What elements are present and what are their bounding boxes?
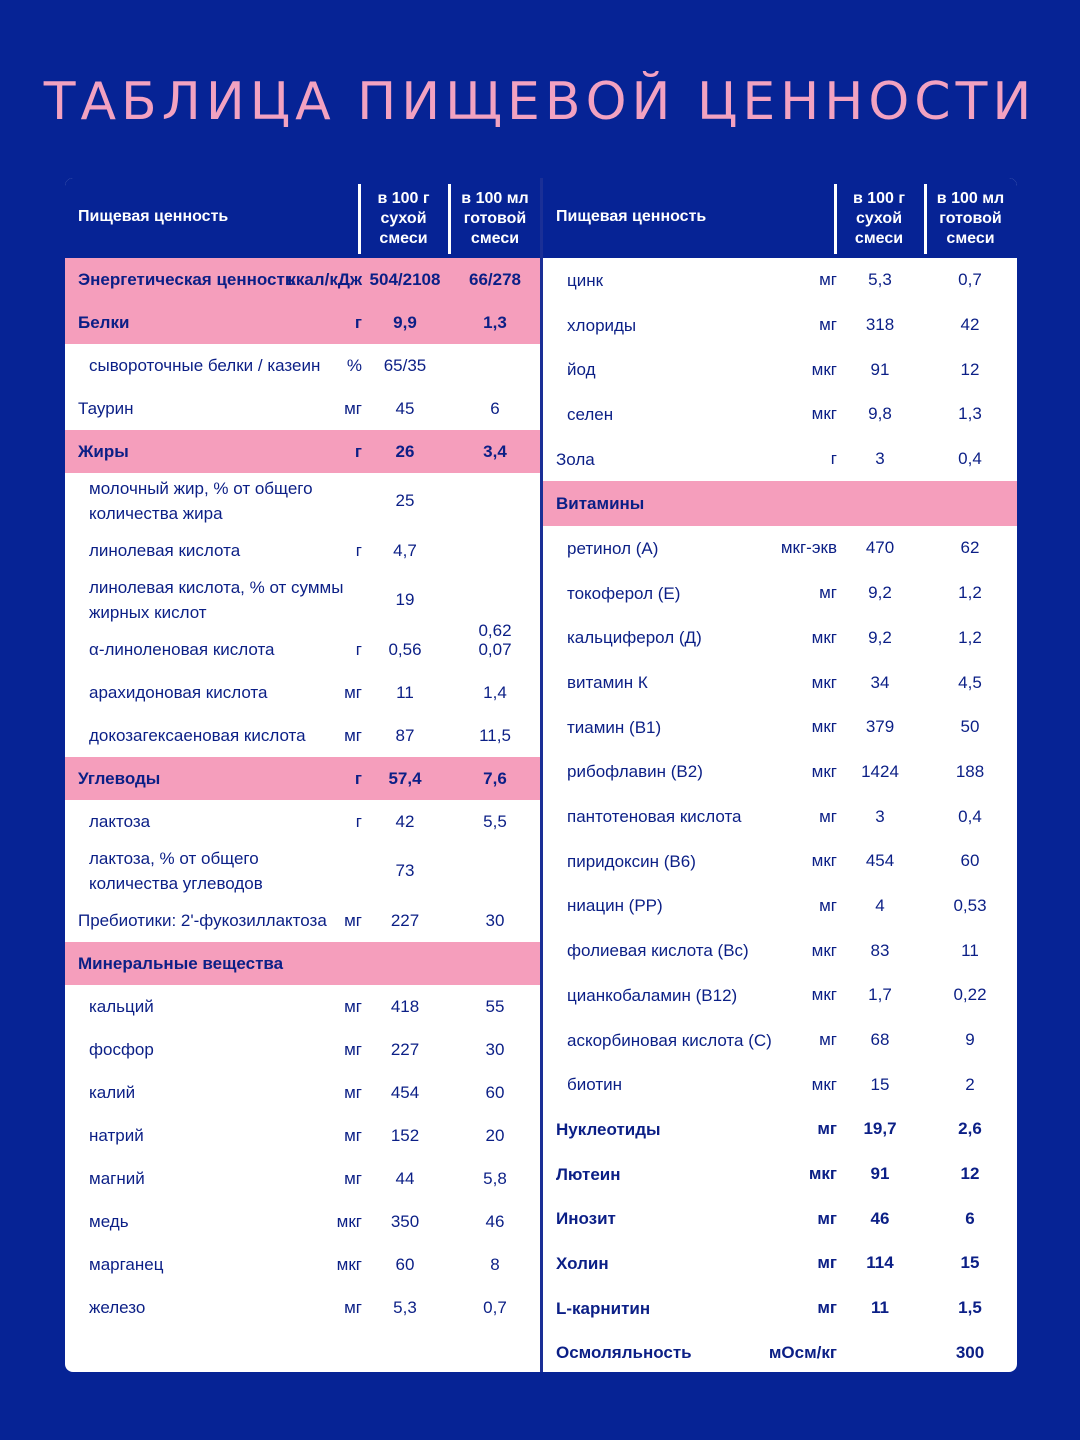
value-ready: 300 [955,1342,985,1362]
table-row [543,1241,1017,1286]
row-unit: мг [344,1168,362,1188]
linoleic-ready-value: 0,62 [478,620,512,640]
value-dry: 5,3 [393,1297,417,1317]
value-dry: 44 [395,1168,415,1188]
header-name: Пищевая ценность [78,208,229,225]
row-name: цианкобаламин (В12) [567,985,738,1005]
row-unit: мг [344,1125,362,1145]
row-unit: мг [344,1297,362,1317]
value-ready: 0,53 [953,895,987,915]
value-dry: 19,7 [863,1119,897,1139]
value-ready: 1,5 [958,1298,982,1318]
value-ready: 9 [965,1030,975,1050]
table-row [543,571,1017,616]
table-row [543,750,1017,795]
value-dry: 11 [396,682,414,702]
value-ready: 42 [960,315,980,335]
row-unit: г [354,768,362,788]
row-unit: мг [344,1039,362,1059]
row-name: ретинол (А) [567,538,659,558]
row-unit: мг [344,996,362,1016]
value-dry: 11 [871,1298,889,1318]
row-name: йод [567,360,596,380]
value-ready: 1,2 [958,583,982,603]
value-dry: 68 [870,1030,890,1050]
row-name: Белки [78,313,130,332]
value-dry: 4,7 [393,540,417,560]
row-name: кальций [89,997,154,1016]
row-name: арахидоновая кислота [89,683,268,702]
value-ready: 55 [485,996,505,1016]
value-dry: 19 [395,590,415,609]
value-ready: 1,4 [483,682,507,702]
table-row [543,1018,1017,1063]
row-name: железо [89,1298,146,1317]
table-row [65,1114,540,1157]
table-row [65,1157,540,1200]
value-ready: 7,6 [483,768,507,788]
section-row [65,942,540,985]
value-dry: 0,56 [388,639,422,659]
value-ready: 12 [960,1164,980,1184]
table-row [65,985,540,1028]
table-row [543,884,1017,929]
value-ready: 2 [965,1074,975,1094]
row-name: натрий [89,1126,144,1145]
table-header [543,178,1017,258]
row-unit: мкг [811,985,837,1005]
left-rows [65,258,540,1329]
right-rows [543,258,1017,1372]
table-row [543,928,1017,973]
table-row [543,1107,1017,1152]
row-name: витамин К [567,673,648,693]
table-row [543,526,1017,571]
value-ready: 1,2 [958,627,982,647]
value-dry: 379 [865,717,895,737]
value-dry: 227 [390,1039,420,1059]
section-row [543,481,1017,526]
row-unit: г [355,540,362,560]
row-name: пантотеновая кислота [567,807,742,827]
row-name: лактоза, % от общего количества углеводов [89,849,263,893]
value-ready [450,529,540,572]
row-name: Инозит [556,1209,616,1229]
row-name: Витамины [556,494,645,514]
value-dry: 3 [875,806,885,826]
row-name: аскорбиновая кислота (С) [567,1030,772,1050]
row-unit: мг [344,725,362,745]
row-unit: мг [819,270,837,290]
row-name: Нуклеотиды [556,1119,661,1139]
row-unit: мг [817,1298,837,1318]
value-ready: 5,8 [483,1168,507,1188]
row-name: тиамин (В1) [567,717,662,737]
row-name: фолиевая кислота (Вс) [567,941,749,961]
value-ready: 3,4 [483,441,507,461]
row-unit: мкг [811,404,837,424]
value-ready [925,481,1015,526]
row-name: Углеводы [78,769,161,788]
row-unit: мкг [336,1254,362,1274]
table-row [543,347,1017,392]
row-name: линолевая кислота, % от суммы жирных кислот [89,578,344,622]
value-dry: 9,2 [868,583,892,603]
row-unit: мг [817,1208,837,1228]
row-name: цинк [567,270,604,290]
row-name: Жиры [78,442,129,461]
table-row [65,1200,540,1243]
header-col-dry: в 100 г сухой смеси [358,184,446,254]
row-name: Минеральные вещества [78,954,284,973]
row-unit: мг [819,806,837,826]
value-dry: 504/2108 [369,269,441,289]
table-row [65,899,540,942]
row-name: Осмоляльность [556,1343,692,1363]
row-name: ниацин (РР) [567,896,663,916]
row-name: Холин [556,1253,609,1273]
row-unit: г [355,811,362,831]
value-ready: 6 [490,398,500,418]
value-dry: 60 [395,1254,415,1274]
value-ready: 60 [485,1082,505,1102]
row-unit: мг [819,315,837,335]
value-dry: 470 [865,538,895,558]
row-name: Энергетическая ценность [78,270,296,289]
value-ready: 20 [485,1125,505,1145]
value-ready: 0,7 [483,1297,507,1317]
value-dry: 5,3 [868,270,892,290]
value-ready: 0,22 [953,985,987,1005]
table-row [543,1152,1017,1197]
table-row [65,671,540,714]
row-unit: г [354,441,362,461]
right-table [543,178,1017,1372]
table-row [65,1028,540,1071]
value-dry: 91 [870,359,890,379]
section-row [65,757,540,800]
row-name: пиридоксин (В6) [567,851,696,871]
value-ready: 30 [485,910,505,930]
value-dry [835,1331,925,1373]
value-ready: 60 [960,851,980,871]
section-row [65,301,540,344]
row-name: фосфор [89,1040,154,1059]
table-row [543,1286,1017,1331]
row-name: токоферол (Е) [567,583,681,603]
value-dry: 73 [395,861,415,880]
value-dry: 9,9 [393,312,417,332]
value-dry: 454 [390,1082,420,1102]
table-row [543,973,1017,1018]
value-dry: 57,4 [388,768,422,788]
table-row [543,303,1017,348]
value-dry: 1,7 [868,985,892,1005]
value-dry: 91 [870,1164,890,1184]
value-dry: 26 [395,441,415,461]
row-unit: мг [819,1030,837,1050]
value-ready: 30 [485,1039,505,1059]
value-ready: 0,4 [958,806,982,826]
row-name: докозагексаеновая кислота [89,726,306,745]
table-row [543,839,1017,884]
row-name: марганец [89,1255,164,1274]
value-dry: 45 [395,398,415,418]
table-row [65,714,540,757]
row-name: Таурин [78,399,134,418]
row-unit: г [355,639,362,659]
value-ready: 1,3 [483,312,507,332]
value-dry: 318 [865,315,895,335]
value-ready [450,473,540,529]
value-ready: 1,3 [958,404,982,424]
row-name: кальциферол (Д) [567,628,702,648]
value-ready [450,344,540,387]
value-dry: 25 [395,491,415,510]
row-name: Пребиотики: 2'-фукозиллактоза [78,911,327,930]
value-ready: 11 [961,940,979,960]
table-row [65,344,540,387]
value-ready: 0,07 [478,639,512,659]
nutrition-table [65,178,1017,1372]
table-row [65,843,540,899]
table-row [543,1196,1017,1241]
value-dry: 227 [390,910,420,930]
row-unit: мкг [811,717,837,737]
value-ready: 50 [960,717,980,737]
value-dry: 46 [870,1208,890,1228]
table-row [543,705,1017,750]
row-name: медь [89,1212,129,1231]
value-dry [360,942,450,985]
table-row [543,794,1017,839]
row-unit: мг [344,682,362,702]
value-dry: 4 [875,895,885,915]
row-unit: мОсм/кг [768,1342,837,1362]
value-ready: 11,5 [479,725,511,745]
row-unit: мг [819,895,837,915]
row-unit: мкг [811,761,837,781]
value-ready: 6 [965,1208,975,1228]
value-dry: 9,8 [868,404,892,424]
table-row [65,1286,540,1329]
table-header [65,178,540,258]
table-row [543,258,1017,303]
row-name: биотин [567,1075,622,1095]
value-dry [835,481,925,526]
value-dry: 1424 [861,761,899,781]
row-unit: мкг [811,359,837,379]
table-row [543,437,1017,482]
row-unit: мг [344,1082,362,1102]
row-name: лактоза [89,812,151,831]
value-ready: 62 [960,538,980,558]
value-dry: 9,2 [868,627,892,647]
row-unit: г [830,449,837,469]
row-unit: мг [344,910,362,930]
value-ready [450,843,540,899]
value-dry: 83 [870,940,890,960]
value-dry: 87 [395,725,415,745]
row-name: L-карнитин [556,1298,651,1318]
value-dry: 454 [865,851,895,871]
row-unit: мкг-экв [780,538,837,558]
value-ready [450,942,540,985]
value-dry: 350 [390,1211,420,1231]
value-ready: 46 [485,1211,505,1231]
value-dry: 418 [390,996,420,1016]
value-dry: 152 [390,1125,420,1145]
row-unit: мг [817,1253,837,1273]
value-ready: 12 [960,359,980,379]
value-dry: 15 [870,1074,890,1094]
table-row [543,1062,1017,1107]
value-ready: 0,4 [958,449,982,469]
row-name: селен [567,404,614,424]
row-unit: мкг [336,1211,362,1231]
table-row [65,1071,540,1114]
row-unit: мг [344,398,362,418]
row-name: α-линоленовая кислота [89,640,275,659]
row-unit: % [346,355,362,375]
row-name: сывороточные белки / казеин [89,356,321,375]
row-unit: мкг [811,627,837,647]
row-unit: ккал/кДж [287,269,362,289]
row-unit: мг [817,1119,837,1139]
row-name: магний [89,1169,145,1188]
row-name: Лютеин [556,1164,621,1184]
table-row [65,529,540,572]
row-name: хлориды [567,315,637,335]
table-row [543,392,1017,437]
row-unit: мкг [811,1074,837,1094]
table-row [65,800,540,843]
table-row [65,1243,540,1286]
row-unit: мкг [811,672,837,692]
row-unit: мкг [808,1164,837,1184]
header-name: Пищевая ценность [556,208,707,225]
value-ready: 2,6 [958,1119,982,1139]
section-row [65,430,540,473]
table-row [543,1331,1017,1373]
value-ready: 66/278 [469,269,521,289]
table-row [543,616,1017,661]
row-name: молочный жир, % от общего количества жира [89,479,313,523]
table-row [543,660,1017,705]
value-ready: 0,7 [958,270,982,290]
row-name: калий [89,1083,136,1102]
value-ready: 5,5 [483,811,507,831]
value-ready: 8 [490,1254,500,1274]
row-unit: мг [819,583,837,603]
section-row [65,258,540,301]
page-title: ТАБЛИЦА ПИЩЕВОЙ ЦЕННОСТИ [43,72,1037,132]
header-col-ready: в 100 мл готовой смеси [448,184,539,254]
row-name: линолевая кислота [89,541,241,560]
row-name: рибофлавин (В2) [567,762,703,782]
header-col-ready: в 100 мл готовой смеси [924,184,1014,254]
value-ready: 188 [955,761,985,781]
value-ready: 15 [960,1253,980,1273]
value-dry: 42 [395,811,415,831]
value-dry: 3 [875,449,885,469]
value-dry: 34 [870,672,890,692]
row-unit: г [354,312,362,332]
value-dry: 114 [866,1253,894,1273]
table-row [65,387,540,430]
left-table [65,178,540,1372]
row-name: Зола [556,449,595,469]
table-row [65,473,540,529]
value-dry: 65/35 [383,355,427,375]
header-col-dry: в 100 г сухой смеси [834,184,921,254]
value-ready: 4,5 [958,672,982,692]
row-unit: мкг [811,940,837,960]
row-unit: мкг [811,851,837,871]
